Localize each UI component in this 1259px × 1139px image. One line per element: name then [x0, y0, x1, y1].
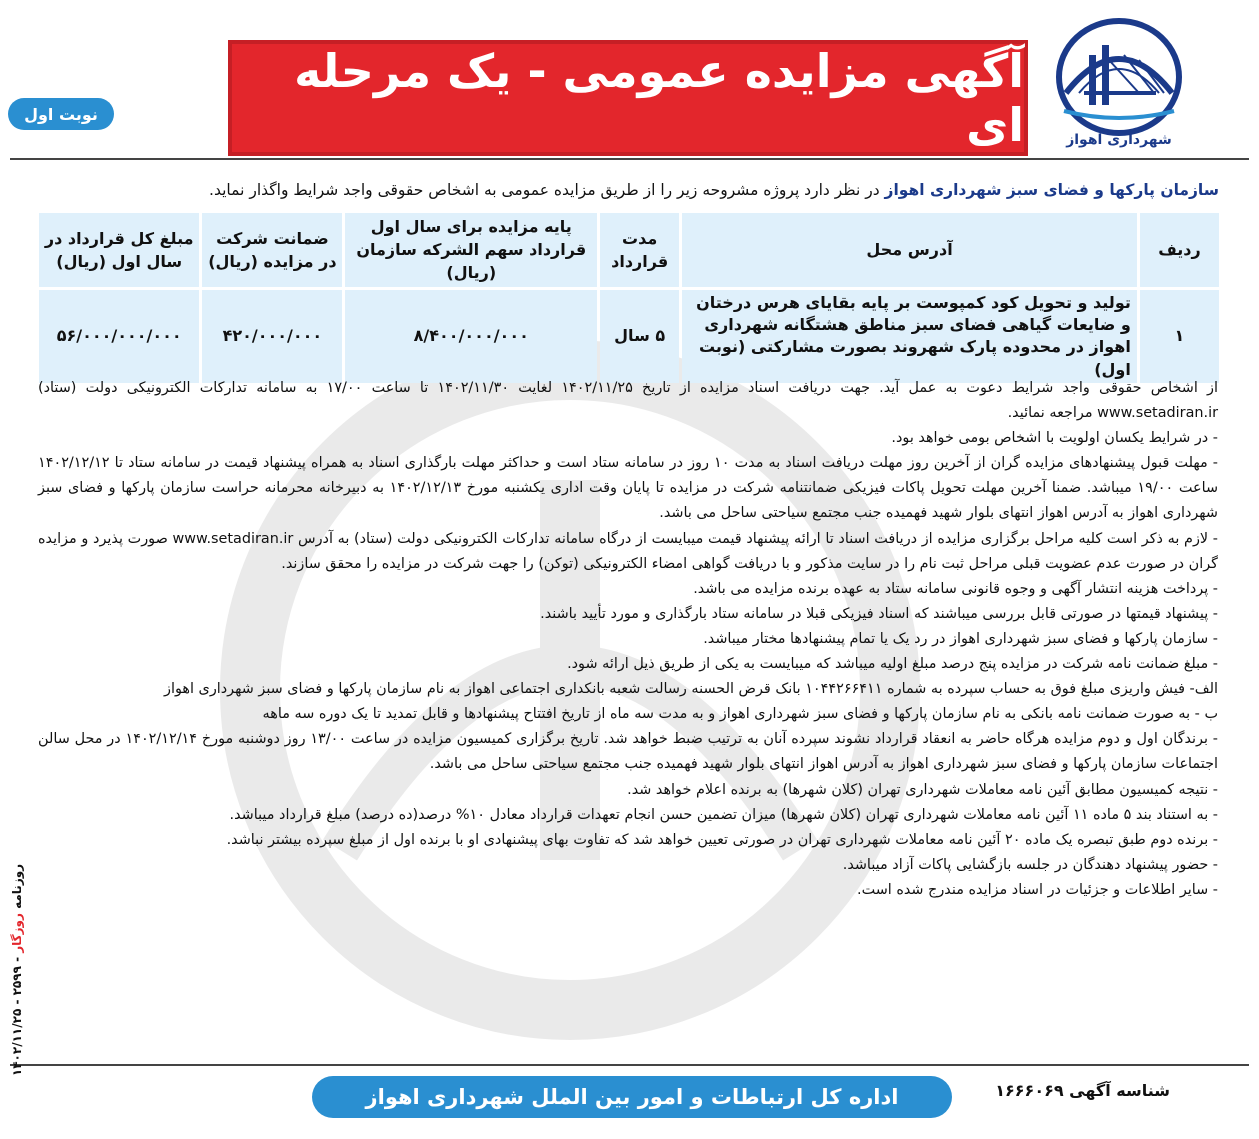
logo-caption: شهرداری اهواز [1066, 132, 1172, 148]
stamp-issue: - ۲۵۹۹ - ۱۴۰۲/۱۱/۲۵ [10, 952, 24, 1077]
stamp-name: روزگار [10, 913, 24, 953]
paragraph: الف- فیش واریزی مبلغ فوق به حساب سپرده به شماره ۱۰۴۴۲۶۶۴۱۱ بانک قرض الحسنه رسالت شعبه بانکداری اجتماعی اهواز به نام سازمان پارکها و فضای سبز شهرداری اهواز [164, 681, 1218, 698]
paragraph: از اشخاص حقوقی واجد شرایط دعوت به عمل آید. جهت دریافت اسناد مزایده از تاریخ ۱۴۰۲/۱۱/۲۵ لغایت ۱۴۰۲/۱۱/۳۰ تا ساعت ۱۷/۰۰ به سامانه تدارکات الکترونیکی دولت (ستاد) www.setadiran.ir مراجعه نمائید. [38, 380, 1218, 422]
notice-title: آگهی مزایده عمومی - یک مرحله ای [294, 44, 1024, 152]
paragraph: - سازمان پارکها و فضای سبز شهرداری اهواز در رد یک یا تمام پیشنهادها مختار میباشد. [703, 630, 1218, 647]
col-total: مبلغ کل قرارداد در سال اول (ریال) [39, 213, 199, 287]
intro-sentence [209, 181, 1219, 199]
paragraph: - پرداخت هزینه انتشار آگهی و وجوه قانونی سامانه ستاد به عهده برنده مزایده می باشد. [693, 580, 1218, 597]
col-guarantee: ضمانت شرکت در مزایده (ریال) [202, 213, 342, 287]
paragraph: - برنده دوم طبق تبصره یک ماده ۲۰ آئین نامه معاملات شهرداری تهران در صورتی تعیین خواهد شد که تفاوت بهای پیشنهادی او با برنده اول از مبلغ سپرده بیشتر نباشد. [226, 831, 1218, 848]
cell-guarantee: ۴۲۰/۰۰۰/۰۰۰ [202, 290, 342, 384]
cell-total: ۵۶/۰۰۰/۰۰۰/۰۰۰ [39, 290, 199, 384]
col-row: ردیف [1140, 213, 1219, 287]
paragraph: - مبلغ ضمانت نامه شرکت در مزایده پنج درصد مبلغ اولیه میباشد که میبایست به یکی از طریق ذیل ارائه شود. [567, 656, 1218, 673]
paragraph: - نتیجه کمیسیون مطابق آئین نامه معاملات شهرداری تهران (کلان شهرها) به برنده اعلام خواهد شد. [627, 781, 1218, 798]
paragraph: - پیشنهاد قیمتها در صورتی قابل بررسی میباشند که اسناد فیزیکی قبلا در سامانه ستاد بارگذاری و مورد تأیید باشند. [540, 605, 1218, 622]
paragraph: - لازم به ذکر است کلیه مراحل برگزاری مزایده از دریافت اسناد تا ارائه پیشنهاد قیمت میبایست از درگاه سامانه تدارکات الکترونیکی دولت (ستاد) به آدرس www.setadiran.ir صورت پذیرد و مزایده گران در صورت عدم عضویت قبلی مراحل ثبت نام را در سایت مذکور و با دریافت گواهی امضاء الکترونیکی (توکن) را جهت شرکت در مزایده را محقق سازند. [38, 530, 1218, 572]
department-banner: اداره کل ارتباطات و امور بین الملل شهرداری اهواز [312, 1076, 952, 1118]
col-duration: مدت قرارداد [600, 213, 679, 287]
col-base-price: پایه مزایده برای سال اول قرارداد سهم الشرکه سازمان (ریال) [345, 213, 597, 287]
notice-title-box [228, 40, 1028, 156]
paragraph: - در شرایط یکسان اولویت با اشخاص بومی خواهد بود. [891, 430, 1218, 447]
stamp-paper: روزنامه [10, 863, 24, 914]
organization-name: سازمان پارکها و فضای سبز شهرداری اهواز [884, 181, 1219, 199]
cell-base-price: ۸/۴۰۰/۰۰۰/۰۰۰ [345, 290, 597, 384]
table-row [39, 290, 1219, 384]
cell-row: ۱ [1140, 290, 1219, 384]
notice-body [38, 376, 1218, 903]
ad-id: شناسه آگهی ۱۶۶۶۰۶۹ [995, 1081, 1170, 1100]
paragraph: - برندگان اول و دوم مزایده هرگاه حاضر به انعقاد قرارداد نشوند سپرده آنان به ترتیب ضبط خواهد شد. تاریخ برگزاری کمیسیون مزایده در ساعت ۱۳/۰۰ روز دوشنبه مورخ ۱۴۰۲/۱۲/۱۴ در محل سالن اجتماعات سازمان پارکها و فضای سبز شهرداری اهواز به آدرس اهواز انتهای بلوار شهید فهمیده جنب مجتمع سیاحتی ساحل می باشد. [38, 731, 1218, 773]
header-divider [10, 158, 1249, 160]
footer-divider [10, 1064, 1249, 1066]
paragraph: ب - به صورت ضمانت نامه بانکی به نام سازمان پارکها و فضای سبز شهرداری اهواز و به مدت سه ماه از تاریخ افتتاح پیشنهادها و قابل تمدید تا یک دوره سه ماهه [262, 706, 1218, 723]
cell-address: تولید و تحویل کود کمپوست بر پایه بقایای هرس درختان و ضایعات گیاهی فضای سبز مناطق هشتگانه شهرداری اهواز در محدوده پارک شهروند بصورت مشارکتی (نوبت اول) [682, 290, 1137, 384]
round-badge: نوبت اول [8, 98, 114, 130]
table-header-row [39, 213, 1219, 287]
intro-rest: در نظر دارد پروژه مشروحه زیر را از طریق مزایده عمومی به اشخاص حقوقی واجد شرایط واگذار نماید. [209, 181, 885, 199]
paragraph: - به استناد بند ۵ ماده ۱۱ آئین نامه معاملات شهرداری تهران (کلان شهرها) میزان تضمین حسن انجام تعهدات قرارداد معادل ۱۰% درصد(ده درصد) مبلغ قرارداد میباشد. [229, 806, 1218, 823]
col-address: آدرس محل [682, 213, 1137, 287]
paragraph: - مهلت قبول پیشنهادهای مزایده گران از آخرین روز مهلت دریافت اسناد به مدت ۱۰ روز در سامانه ستاد است و حداکثر مهلت بارگذاری اسناد به همراه پیشنهاد قیمت در سامانه ستاد تا ۱۴۰۲/۱۲/۱۲ ساعت ۱۹/۰۰ میباشد. ضمنا آخرین مهلت تحویل پاکات فیزیکی ضمانتنامه شرکت در مزایده تا پایان وقت اداری یکشنبه مورخ ۱۴۰۲/۱۲/۱۳ به دبیرخانه محرمانه حراست سازمان پارکها و فضای سبز شهرداری اهواز به آدرس اهواز انتهای بلوار شهید فهمیده جنب مجتمع سیاحتی ساحل می باشد. [38, 455, 1219, 522]
newspaper-stamp [10, 855, 30, 1085]
auction-table [36, 210, 1222, 386]
paragraph: - سایر اطلاعات و جزئیات در اسناد مزایده مندرج شده است. [857, 881, 1218, 898]
paragraph: - حضور پیشنهاد دهندگان در جلسه بازگشایی پاکات آزاد میباشد. [842, 856, 1218, 873]
cell-duration: ۵ سال [600, 290, 679, 384]
